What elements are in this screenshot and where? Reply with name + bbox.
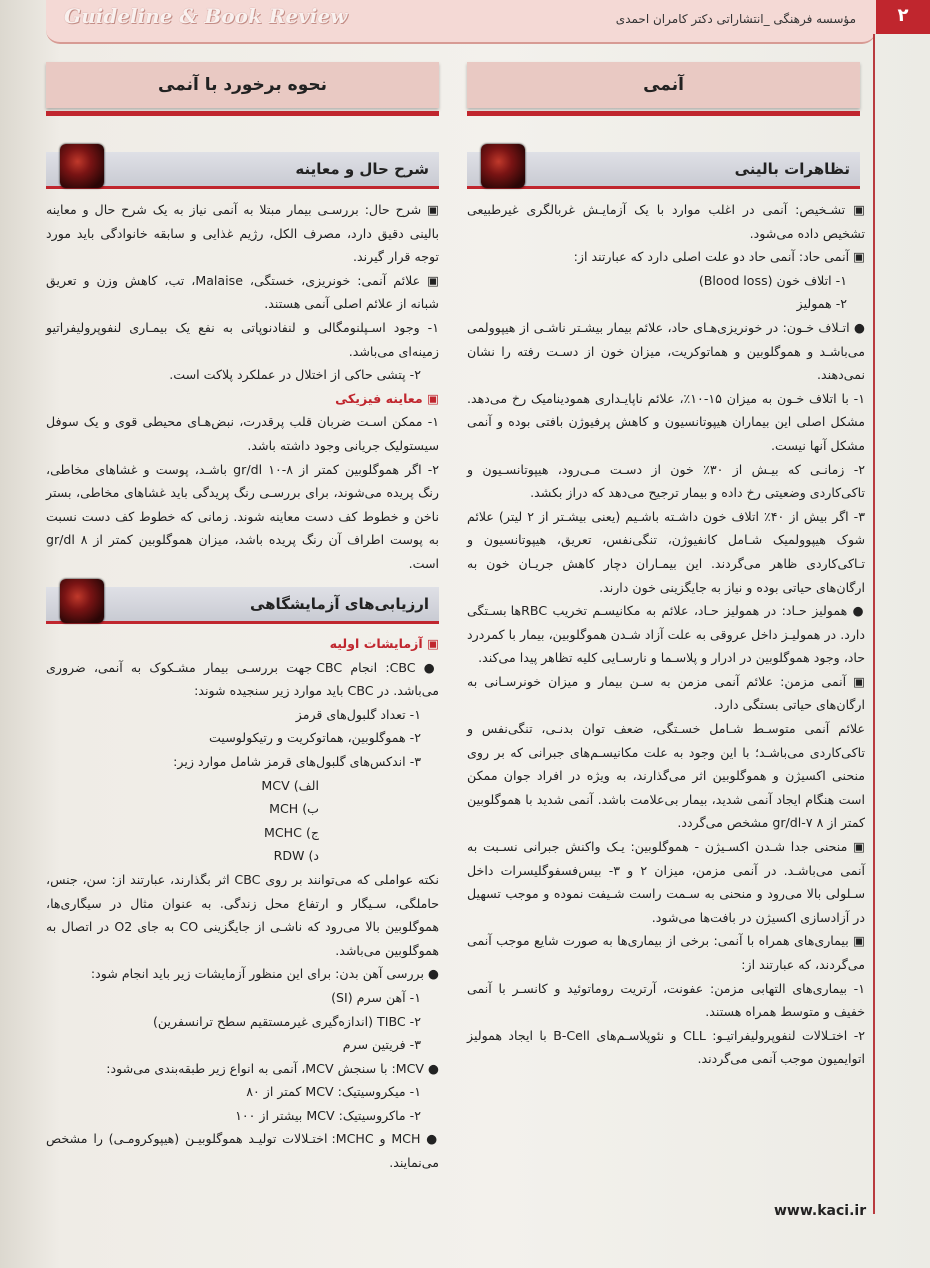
para-chronic-anemia: ▣ آنمی مزمن: علائم آنمی مزمن به سـن بیمار و میزان خونرسـانی به ارگان‌های حیاتی بستگی دارد. <box>467 673 865 713</box>
para-symptoms: ▣ علائم آنمی: خونریزی، خستگی، Malaise، تب، کاهش وزن و تعریق شبانه از علائم اصلی آنمی هستند. <box>46 272 439 312</box>
header-band <box>46 0 876 44</box>
subhead-lab-evaluation: ارزیابی‌های آزمایشگاهی <box>46 587 439 624</box>
list-item: ۲- ماکروسیتیک: MCV بیشتر از ۱۰۰ <box>235 1107 421 1123</box>
para-mch-mchc: ● MCH و MCHC: اختـلالات تولیـد هموگلوبیـن (هیپوکرومـی) را مشخص می‌نمایند. <box>46 1131 439 1171</box>
para-initial-tests: ▣ آزمایشات اولیه <box>329 636 439 651</box>
list-item: ۱- میکروسیتیک: MCV کمتر از ۸۰ <box>246 1084 421 1100</box>
list-item: ۲- هموگلوبین، هماتوکریت و رتیکولوسیت <box>209 730 421 746</box>
section-title-anemia: آنمی <box>467 62 860 108</box>
subhead-clinical-findings: تظاهرات بالینی <box>467 152 860 189</box>
para-acute-anemia: ▣ آنمی حاد: آنمی حاد دو علت اصلی دارد که عبارتند از: <box>573 249 865 265</box>
list-item: الف) MCV <box>261 777 319 793</box>
list-item: ب) MCH <box>269 801 319 817</box>
para-exam-2: ۲- اگر هموگلوبین کمتر از gr/dl ۱۰-۸ باشـد، پوست و غشاهای مخاطی، رنگ پریده می‌شوند، برای بررسـی رنگ پریدگی باید غشاهای مخاطی، بستر ناخن و خطوط کف دست معاینه شوند. زمانی که خطوط کف دست نسبت به پوست اطراف آن رنگ پریده باشد، میزان هموگلوبین کمتر از ۸ gr/dl است. <box>46 461 440 571</box>
para-note: نکته عواملی که می‌توانند بر روی CBC اثر بگذارند، عبارتند از: سن، جنس، حاملگی، سـیگار و ارتفاع محل زندگی. به عنوان مثال در سیگاری‌ها، هموگلوبین بالا می‌رود که ناشـی از جایگزینی CO به جای O2 در اتصال به هموگلوبین می‌باشد. <box>46 871 440 958</box>
section-rule-left <box>46 111 439 116</box>
para-diagnosis: ▣ تشـخیص: آنمی در اغلب موارد با یک آزمایـش غربالگری غیرطبیعی تشخیص داده می‌شود. <box>467 202 865 241</box>
para-iron-study: ● بررسی آهن بدن: برای این منظور آزمایشات زیر باید انجام شود: <box>90 966 439 982</box>
section-rule-right <box>467 111 860 116</box>
blood-cells-thumbnail <box>60 579 104 623</box>
list-item: ۳- فریتین سرم <box>342 1037 421 1053</box>
list-item: د) RDW <box>273 848 319 864</box>
header-brand: Guideline & Book Review <box>64 4 348 28</box>
list-item: ۳- اندکس‌های گلبول‌های قرمز شامل موارد زیر: <box>173 753 421 769</box>
para-inflammatory: ۱- بیماری‌های التهابی مزمن: عفونت، آرتریت روماتوئید و کانسـر با آنمی خفیف و متوسط همراه هستند. <box>467 980 865 1020</box>
blood-cells-thumbnail <box>481 144 525 188</box>
list-item: ۲- TIBC (اندازه‌گیری غیرمستقیم سطح ترانسفرین) <box>153 1013 421 1029</box>
left-column-text-1 <box>46 198 439 576</box>
para-lymphoproliferative: ۲- اختـلالات لنفوپرولیفراتیـو: CLL و نئوپلاسـم‌های B-Cell با ایجاد همولیز اتوایمیون موجب آنمی می‌گردند. <box>467 1027 865 1067</box>
header-publisher: مؤسسه فرهنگی _انتشاراتی دکتر کامران احمدی <box>615 12 856 26</box>
para-oxygen-curve: ▣ منحنی جدا شـدن اکسـیژن - هموگلوبین: یـک واکنش جبرانی نسـبت به آنمی می‌باشـد. در آنمی مزمن، میزان ۲ و ۳- بیس‌فسفوگلیسرات داخل سـلولی بالا می‌رود و منحنی به سـمت راست شـیفت نموده و موجب تسهیل در آزادسازی اکسیژن در بافت‌ها می‌شود. <box>467 839 865 925</box>
para-splenomegaly: ۱- وجود اسـپلنومگالی و لنفادنوپاتی به نفع یک بیمـاری لنفوپرولیفراتیو زمینه‌ای می‌باشد. <box>46 319 439 359</box>
section-title-approach: نحوه برخورد با آنمی <box>46 62 439 108</box>
para-mcv: ● MCV: با سنجش MCV، آنمی به انواع زیر طبقه‌بندی می‌شود: <box>106 1060 439 1076</box>
blood-cells-thumbnail <box>60 144 104 188</box>
para-history: ▣ شرح حال: بررسـی بیمار مبتلا به آنمی نیاز به یک شرح حال و معاینه بالینی دقیق دارد، مصرف الکل، رژیم غذایی و سابقه خانوادگی باید مورد توجه قرار گیرند. <box>46 202 439 265</box>
para-loss-2: ۲- زمانـی که بیـش از ۳۰٪ خون از دسـت مـی‌رود، هیپوتانسـیون و تاکی‌کاردی وضعیتی رخ داده و بیمار ترجیح می‌دهد که دراز بکشد. <box>467 461 866 501</box>
right-column-text <box>467 198 865 1071</box>
left-column-text-2 <box>46 632 439 1175</box>
para-chronic-symptoms: علائم آنمی متوسـط شـامل خسـتگی، ضعف توان بدنـی، تنگی‌نفس و تاکی‌کاردی می‌باشـد؛ با این وجود به علت مکانیسـم‌های جبرانی که بر روی منحنی اکسیژن و هموگلوبین اثر می‌گذارند، به ویژه در افراد جوان ممکن است هنگام ایجاد آنمی شدید، بیمار بی‌علامت باشد. آنمی شدید با هموگلوبین کمتر از ۸ gr/dl-۷ مشخص می‌گردد. <box>467 721 865 831</box>
subhead-history-exam: شرح حال و معاینه <box>46 152 439 189</box>
para-associated-diseases: ▣ بیماری‌های همراه با آنمی: برخی از بیماری‌ها به صورت شایع موجب آنمی می‌گردند، که عبارتند از: <box>467 933 865 972</box>
para-physical-exam: ▣ معاینه فیزیکی <box>335 390 439 406</box>
para-cbc: ● CBC: انجام CBC جهت بررسـی بیمار مشـکوک به آنمی، ضروری می‌باشد. در CBC باید موارد زیر سنجیده شوند: <box>46 659 439 699</box>
list-item: ۱- تعداد گلبول‌های قرمز <box>295 706 421 722</box>
list-item: ۱- اتلاف خون (Blood loss) <box>698 272 847 288</box>
list-item: ۱- آهن سرم (SI) <box>331 989 421 1005</box>
para-loss-3: ۳- اگر بیش از ۴۰٪ اتلاف خون داشـته باشـیم (یعنی بیشـتر از ۲ لیتر) علائم شوک هیپوولمیک شـامل کانفیوژن، تنگی‌نفس، تعریق، هیپوتانسیون و تـاکی‌کاردی ظاهر می‌گردند. این بیمـاران دچار کاهش جریـان خون به ارگان‌های حیاتی بوده و نیاز به جایگزینی خون دارند. <box>467 508 865 595</box>
list-item: ج) MCHC <box>264 824 319 840</box>
para-loss-1: ۱- با اتلاف خـون به میزان ۱۵-۱۰٪، علائم ناپایـداری همودینامیک رخ می‌دهد. مشکل اصلی این بیماران هیپوتانسیون و کاهش پرفیوژن بافتی بوده و آنمی مشکل آنها نیست. <box>467 390 865 453</box>
list-item: ۲- همولیز <box>796 296 847 312</box>
para-exam-1: ۱- ممکن اسـت ضربان قلب پرقدرت، نبض‌هـای محیطی قوی و یک سوفل سیستولیک جریانی وجود داشته باشد. <box>46 414 439 453</box>
para-petechiae: ۲- پتشی حاکی از اختلال در عملکرد پلاکت است. <box>169 367 421 383</box>
footer-url[interactable]: www.kaci.ir <box>774 1203 867 1219</box>
page-number: ۲ <box>876 0 930 34</box>
para-blood-loss: ● اتـلاف خـون: در خونریزی‌هـای حاد، علائم بیمار بیشـتر ناشـی از هیپوولمی می‌باشـد و هموگلوبین و هماتوکریت، میزان خون از دسـت رفته را نشان نمی‌دهند. <box>467 319 865 383</box>
margin-rule <box>873 34 875 1214</box>
para-hemolysis: ● همولیز حـاد: در همولیز حـاد، علائم به مکانیسـم تخریب RBC‌ها بسـتگی دارد. در همولیـز داخل عروقی به علت آزاد شـدن هموگلوبین، بیمار با کمردرد حاد، وجود هموگلوبین در ادرار و پلاسـما و نارسـایی کلیه تظاهر پیدا می‌کند. <box>467 603 865 666</box>
